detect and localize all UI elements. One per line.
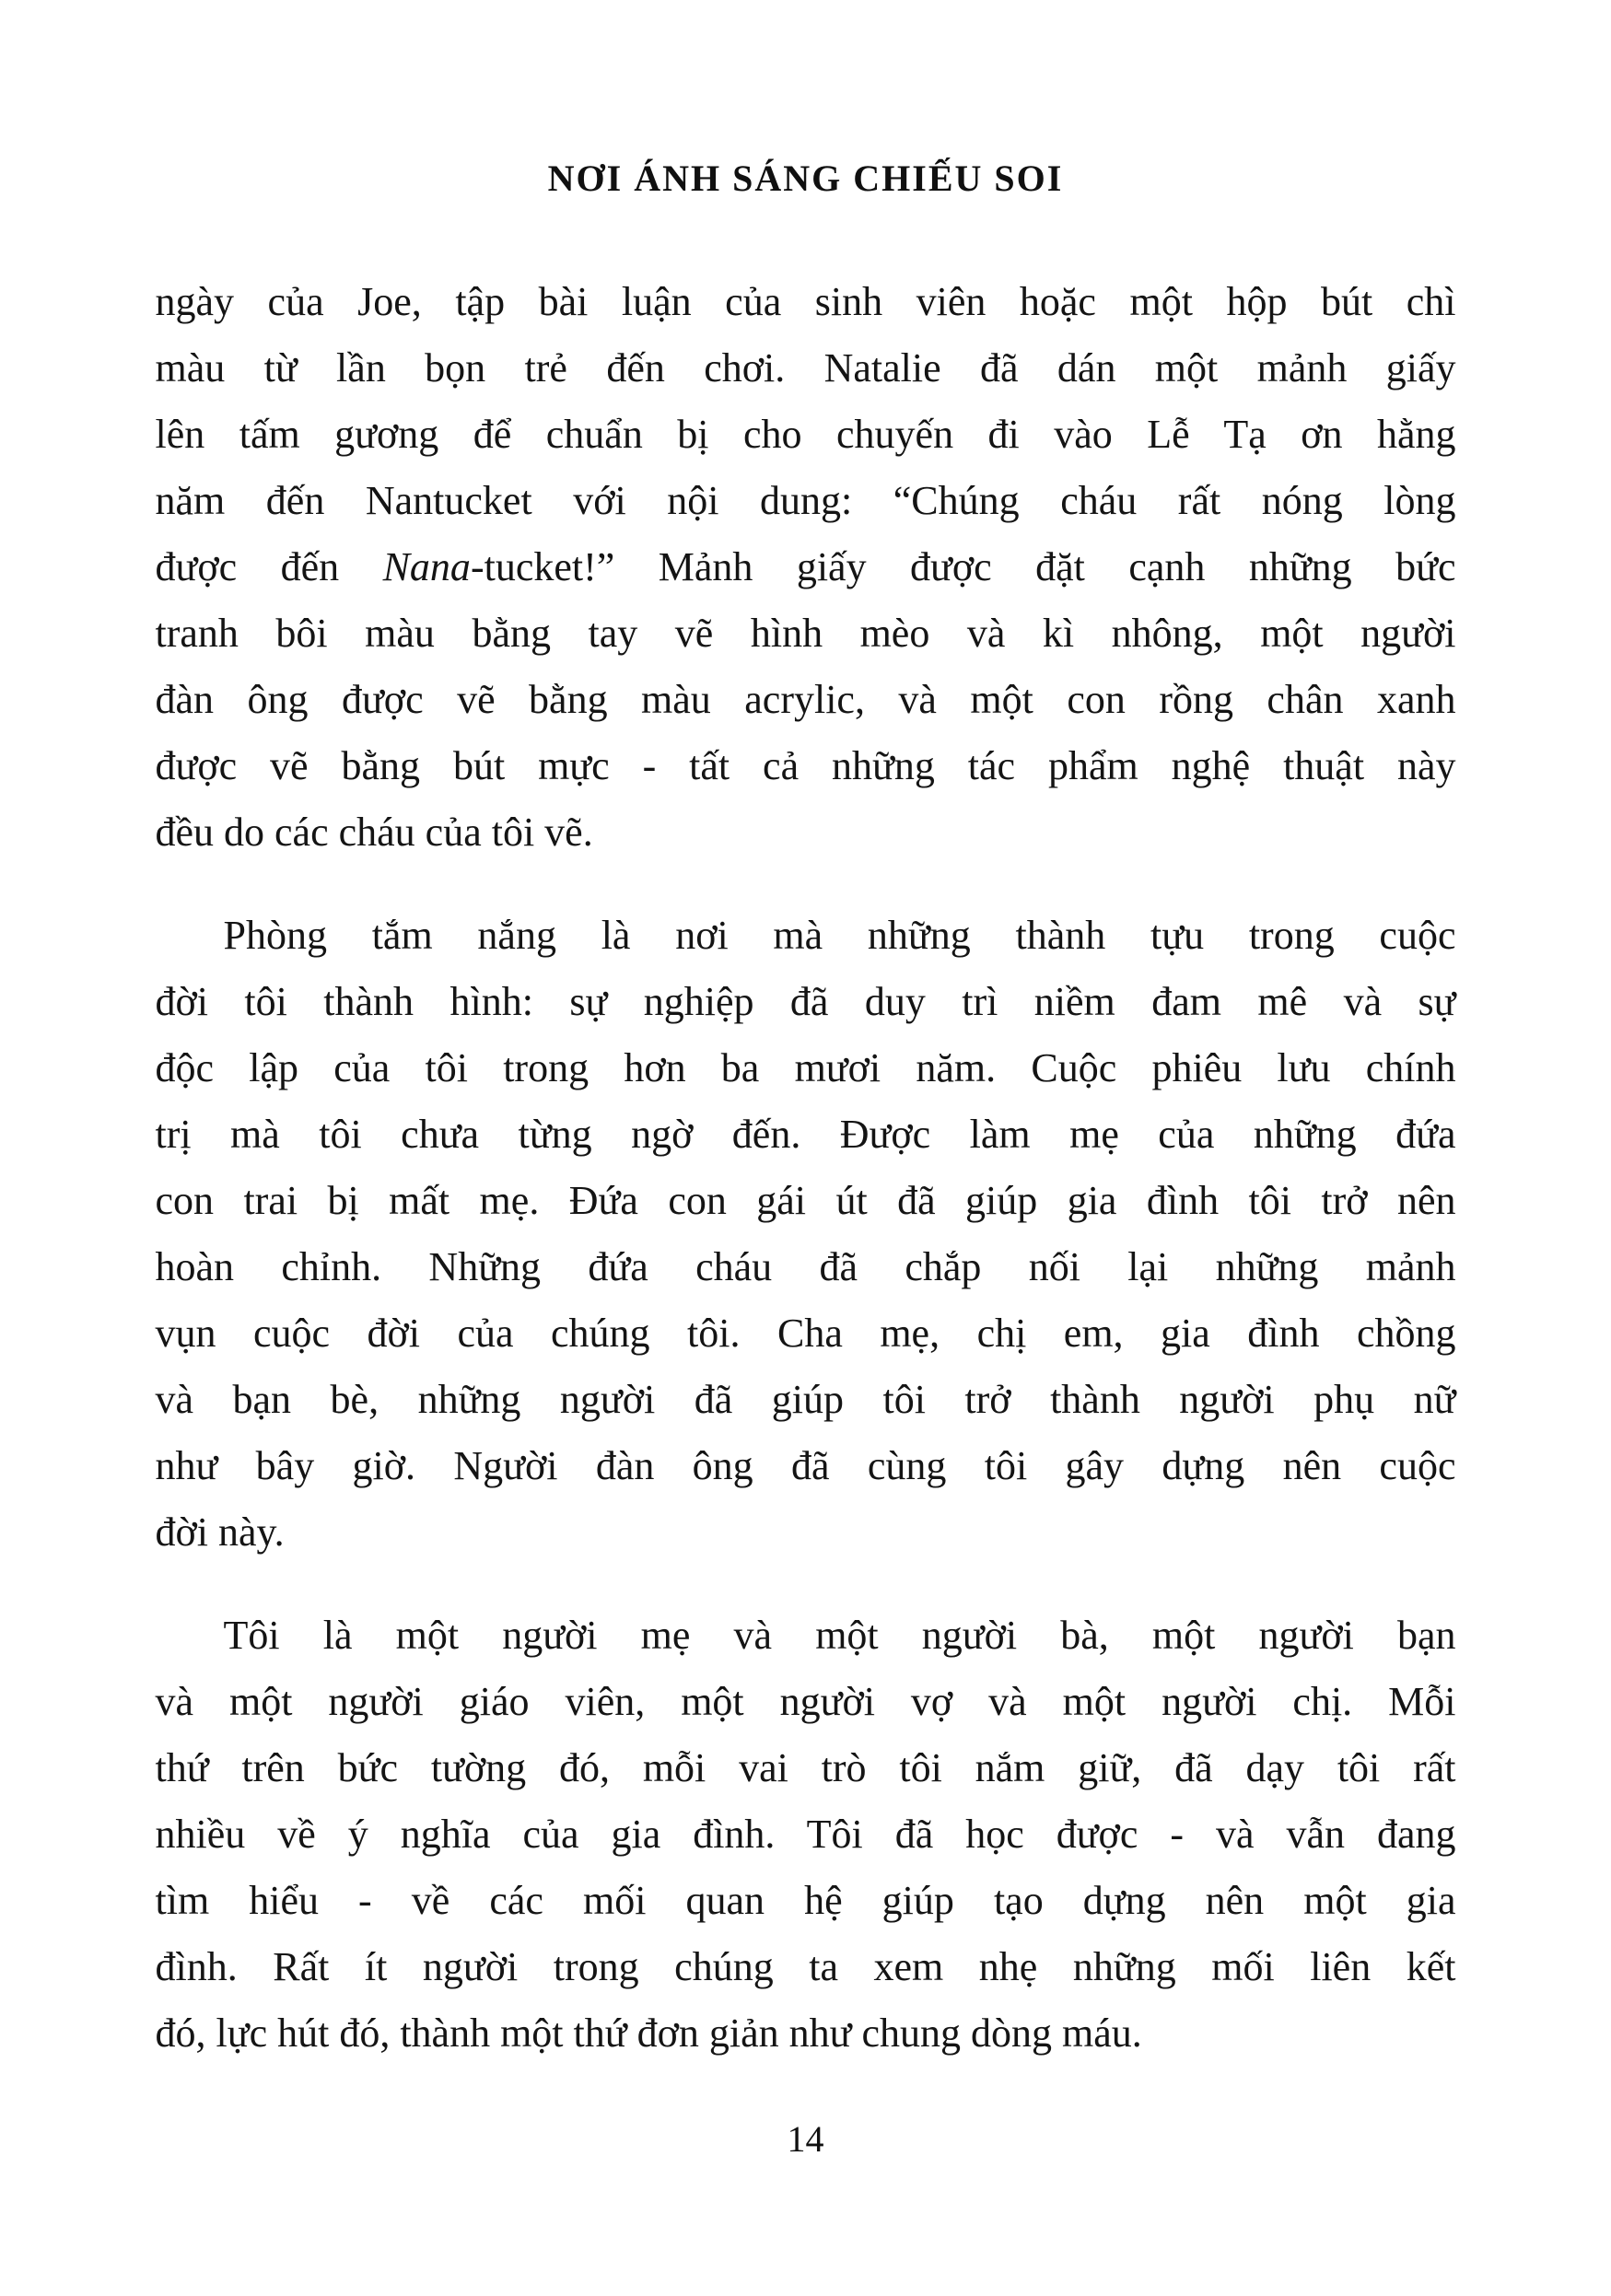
body-text [156,269,1456,2067]
text-line: Phòng tắm nắng là nơi mà những thành tựu trong cuộc [223,913,1456,958]
text-line: đời này. [155,1509,285,1555]
text-line: đời tôi thành hình: sự nghiệp đã duy trì niềm đam mê và sự [155,979,1456,1024]
text-line: trị mà tôi chưa từng ngờ đến. Được làm mẹ của những đứa [155,1112,1456,1157]
text-line: năm đến Nantucket với nội dung: “Chúng cháu rất nóng lòng [155,478,1456,523]
text-line: nhiều về ý nghĩa của gia đình. Tôi đã học được - và vẫn đang [155,1812,1456,1857]
text-line: như bây giờ. Người đàn ông đã cùng tôi gây dựng nên cuộc [155,1443,1456,1488]
text-line: được vẽ bằng bút mực - tất cả những tác phẩm nghệ thuật này [155,743,1456,788]
text-segment: -tucket!” Mảnh giấy được đặt cạnh những bức [470,544,1456,589]
text-line: và một người giáo viên, một người vợ và một người chị. Mỗi [155,1679,1456,1724]
text-line: thứ trên bức tường đó, mỗi vai trò tôi nắm giữ, đã dạy tôi rất [155,1745,1456,1790]
text-line: con trai bị mất mẹ. Đứa con gái út đã giúp gia đình tôi trở nên [155,1178,1456,1223]
text-line: ngày của Joe, tập bài luận của sinh viên hoặc một hộp bút chì [155,279,1456,324]
text-line: tìm hiểu - về các mối quan hệ giúp tạo dựng nên một gia [155,1878,1456,1923]
text-line: đình. Rất ít người trong chúng ta xem nhẹ những mối liên kết [155,1944,1456,1989]
text-line: vụn cuộc đời của chúng tôi. Cha mẹ, chị em, gia đình chồng [155,1311,1456,1356]
text-line: đó, lực hút đó, thành một thứ đơn giản như chung dòng máu. [155,2010,1142,2056]
text-line: đàn ông được vẽ bằng màu acrylic, và một con rồng chân xanh [155,677,1456,722]
text-line: tranh bôi màu bằng tay vẽ hình mèo và kì nhông, một người [155,611,1456,656]
text-line: hoàn chỉnh. Những đứa cháu đã chắp nối lại những mảnh [155,1244,1456,1289]
page-number: 14 [787,2118,824,2160]
paragraph-1 [156,269,1456,866]
italic-text: Nana [382,544,471,589]
text-segment: được đến [155,544,383,589]
text-line: màu từ lần bọn trẻ đến chơi. Natalie đã dán một mảnh giấy [155,345,1456,390]
text-line: và bạn bè, những người đã giúp tôi trở thành người phụ nữ [155,1377,1456,1422]
paragraph-2 [156,903,1456,1566]
text-line: lên tấm gương để chuẩn bị cho chuyến đi vào Lễ Tạ ơn hằng [155,412,1456,457]
text-line: đều do các cháu của tôi vẽ. [155,810,593,855]
text-line: độc lập của tôi trong hơn ba mươi năm. Cuộc phiêu lưu chính [155,1045,1456,1090]
running-header: NƠI ÁNH SÁNG CHIẾU SOI [547,157,1064,199]
paragraph-3 [156,1603,1456,2067]
text-line [156,534,1456,600]
text-line: Tôi là một người mẹ và một người bà, một người bạn [223,1613,1456,1658]
